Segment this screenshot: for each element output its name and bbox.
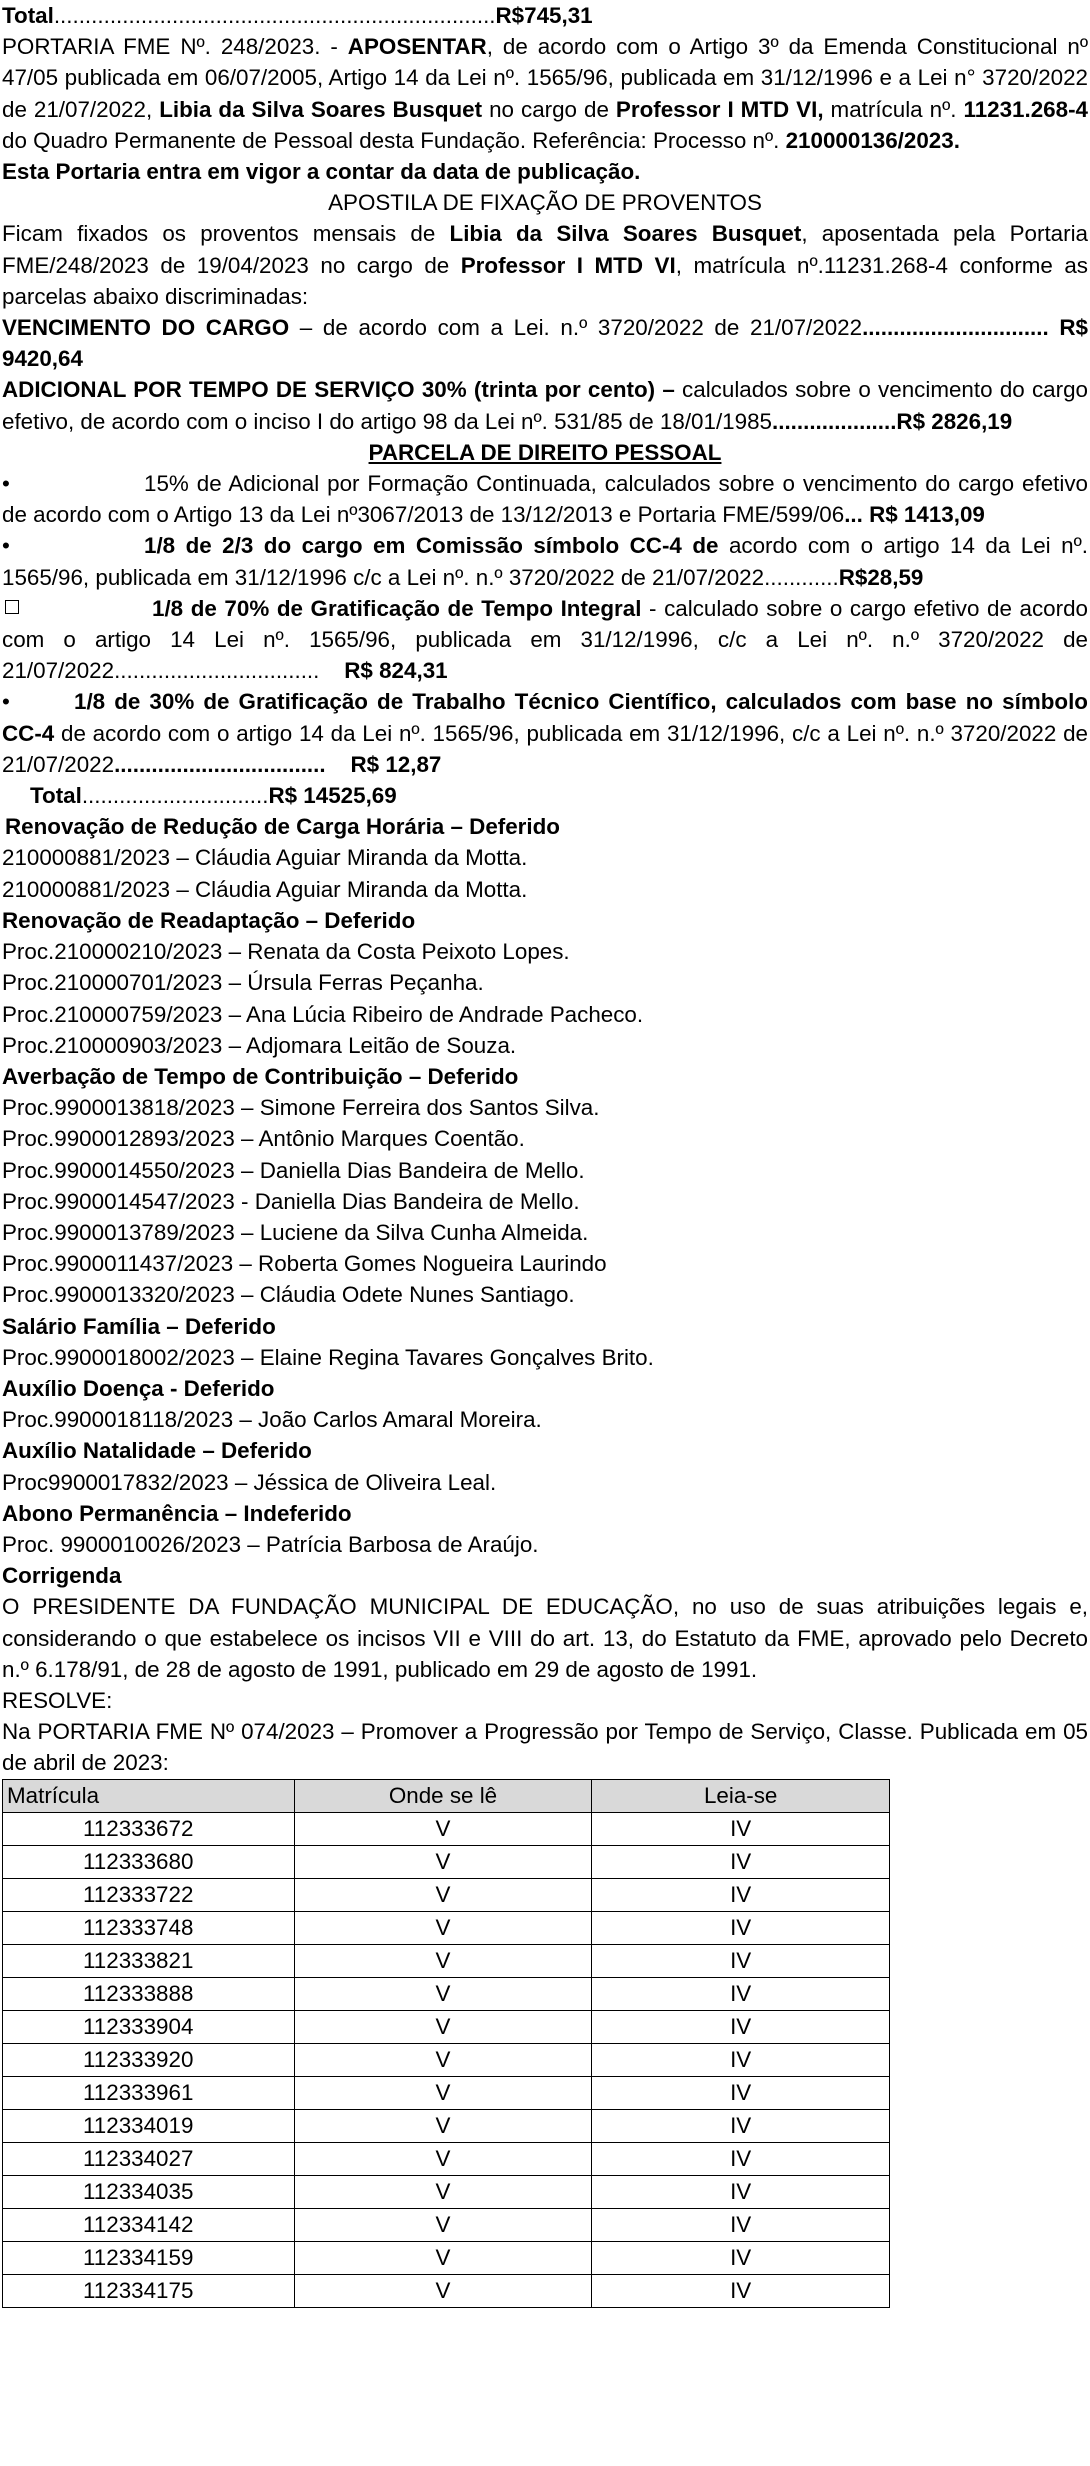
header-onde-se-le: Onde se lê <box>294 1779 592 1812</box>
parcela-item-3-value: R$ 824,31 <box>344 658 448 684</box>
vencimento-value: R$ 9420,64 <box>2 315 1089 372</box>
parcela-item-4 <box>2 686 1088 780</box>
leia-se-cell: IV <box>592 1944 890 1977</box>
top-total-label: Total <box>2 3 54 28</box>
section-line: Proc.210000759/2023 – Ana Lúcia Ribeiro de Andrade Pacheco. <box>2 1001 644 1027</box>
table-row <box>3 2142 890 2175</box>
table-row <box>3 2274 890 2307</box>
section-title: Renovação de Readaptação – Deferido <box>2 907 416 933</box>
table-row <box>3 2109 890 2142</box>
vencimento-text: – de acordo com a Lei. n.º 3720/2022 de 21/07/2022 <box>289 315 863 341</box>
top-total-line <box>2 0 1088 31</box>
parcela-item-4-dots: .................................. <box>114 751 326 777</box>
leia-se-cell: IV <box>592 2274 890 2307</box>
section-line: Proc.9900018002/2023 – Elaine Regina Tavares Gonçalves Brito. <box>2 1344 654 1370</box>
leia-se-cell: IV <box>592 2208 890 2241</box>
vencimento-label: VENCIMENTO DO CARGO <box>2 315 290 341</box>
leia-se-cell: IV <box>592 1878 890 1911</box>
onde-se-le-cell: V <box>294 1878 592 1911</box>
parcela-item-4-value: R$ 12,87 <box>350 751 442 777</box>
section-title: Renovação de Redução de Carga Horária – Deferido <box>5 814 560 840</box>
section-title: Averbação de Tempo de Contribuição – Deferido <box>2 1063 519 1089</box>
corrigenda-intro: Na PORTARIA FME Nº 074/2023 – Promover a Progressão por Tempo de Serviço, Classe. Publicada em 05 de abril de 2023: <box>2 1719 1088 1776</box>
onde-se-le-cell: V <box>294 2274 592 2307</box>
parcela-item-4-bold: 1/8 de 30% de Gratificação de Trabalho Técnico Científico, calculados com base no símbolo CC-4 <box>2 689 1088 746</box>
correction-table <box>2 1779 890 2308</box>
table-row <box>3 2241 890 2274</box>
matricula-cell: 112334175 <box>3 2274 295 2307</box>
apostila-total-label: Total <box>30 783 82 809</box>
table-row <box>3 2010 890 2043</box>
parcela-item-2-value: R$28,59 <box>838 564 924 590</box>
parcela-item-1 <box>2 468 1088 530</box>
vencimento-paragraph <box>2 312 1088 374</box>
matricula-cell: 112334019 <box>3 2109 295 2142</box>
adicional-label: ADICIONAL POR TEMPO DE SERVIÇO 30% (trinta por cento) – <box>2 377 675 403</box>
table-row <box>3 1911 890 1944</box>
parcela-title: PARCELA DE DIREITO PESSOAL <box>368 439 722 465</box>
table-row <box>3 1977 890 2010</box>
onde-se-le-cell: V <box>294 2208 592 2241</box>
onde-se-le-cell: V <box>294 1911 592 1944</box>
onde-se-le-cell: V <box>294 1944 592 1977</box>
parcela-item-2 <box>2 530 1088 592</box>
section-line: Proc.9900012893/2023 – Antônio Marques Coentão. <box>2 1126 525 1152</box>
section-title: Abono Permanência – Indeferido <box>2 1500 352 1526</box>
adicional-paragraph <box>2 374 1088 436</box>
table-body <box>3 1812 890 2307</box>
parcela-item-1-value: ... R$ 1413,09 <box>844 502 985 528</box>
portaria-bold-2: Libia da Silva Soares Busquet <box>159 96 483 122</box>
onde-se-le-cell: V <box>294 1812 592 1845</box>
matricula-cell: 112333961 <box>3 2076 295 2109</box>
portaria-bold-3: Professor I MTD VI, <box>615 96 824 122</box>
portaria-bold-1: APOSENTAR <box>347 34 487 60</box>
matricula-cell: 112334035 <box>3 2175 295 2208</box>
matricula-cell: 112333920 <box>3 2043 295 2076</box>
section-line: Proc. 9900010026/2023 – Patrícia Barbosa de Araújo. <box>2 1531 539 1557</box>
portaria-text-5: do Quadro Permanente de Pessoal desta Fundação. Referência: Processo nº. <box>2 127 786 153</box>
apostila-intro <box>2 218 1088 312</box>
section-line: Proc.9900013818/2023 – Simone Ferreira dos Santos Silva. <box>2 1095 600 1121</box>
header-leia-se: Leia-se <box>592 1779 890 1812</box>
parcela-item-1-text: 15% de Adicional por Formação Continuada, calculados sobre o vencimento do cargo efetivo de acordo com o Artigo 13 da Lei nº3067/2013 de 13/12/2013 e Portaria FME/599/06 <box>2 471 1088 528</box>
sections-container <box>2 811 1088 1560</box>
matricula-cell: 112334142 <box>3 2208 295 2241</box>
portaria-vigor: Esta Portaria entra em vigor a contar da data de publicação. <box>2 159 641 185</box>
onde-se-le-cell: V <box>294 2142 592 2175</box>
matricula-cell: 112334159 <box>3 2241 295 2274</box>
onde-se-le-cell: V <box>294 2043 592 2076</box>
bullet-icon: • <box>2 471 10 497</box>
adicional-text: calculados sobre o vencimento do cargo efetivo, de acordo com o inciso I do artigo 98 da Lei nº. 531/85 de 18/01/1985 <box>2 377 1088 434</box>
apostila-total-value: R$ 14525,69 <box>268 783 397 809</box>
section-line: Proc.210000210/2023 – Renata da Costa Peixoto Lopes. <box>2 939 570 965</box>
checkbox-bullet-icon <box>2 593 152 624</box>
leia-se-cell: IV <box>592 2142 890 2175</box>
leia-se-cell: IV <box>592 1812 890 1845</box>
apostila-total-dots: .............................. <box>81 783 269 809</box>
table-row <box>3 2076 890 2109</box>
parcela-item-2-text: acordo com o artigo 14 da Lei nº. 1565/96, publicada em 31/12/1996 c/c a Lei nº. n.º 3720/2022 de 21/07/2022 <box>2 533 1088 590</box>
corrigenda-title: Corrigenda <box>2 1563 122 1589</box>
section-title: Salário Família – Deferido <box>2 1313 276 1339</box>
onde-se-le-cell: V <box>294 2076 592 2109</box>
table-header-row <box>3 1779 890 1812</box>
section-title: Auxílio Doença - Deferido <box>2 1375 275 1401</box>
section-line: Proc9900017832/2023 – Jéssica de Oliveira Leal. <box>2 1469 497 1495</box>
section-line: Proc.9900013789/2023 – Luciene da Silva Cunha Almeida. <box>2 1219 589 1245</box>
table-row <box>3 2175 890 2208</box>
onde-se-le-cell: V <box>294 1977 592 2010</box>
section-line: 210000881/2023 – Cláudia Aguiar Miranda da Motta. <box>2 845 528 871</box>
top-total-value: R$745,31 <box>495 3 593 28</box>
matricula-cell: 112333748 <box>3 1911 295 1944</box>
onde-se-le-cell: V <box>294 2175 592 2208</box>
corrigenda-resolve: RESOLVE: <box>2 1687 113 1713</box>
portaria-bold-4: 11231.268-4 <box>963 96 1088 122</box>
section-title: Auxílio Natalidade – Deferido <box>2 1438 312 1464</box>
leia-se-cell: IV <box>592 2241 890 2274</box>
parcela-item-2-dots: ............ <box>764 564 839 590</box>
section-line: Proc.9900018118/2023 – João Carlos Amaral Moreira. <box>2 1407 542 1433</box>
parcela-item-3-dots: ................................. <box>114 658 320 684</box>
onde-se-le-cell: V <box>294 2241 592 2274</box>
matricula-cell: 112333821 <box>3 1944 295 1977</box>
bullet-icon: • <box>2 689 10 715</box>
adicional-dots: .................... <box>772 408 897 434</box>
onde-se-le-cell: V <box>294 2010 592 2043</box>
leia-se-cell: IV <box>592 2010 890 2043</box>
matricula-cell: 112333722 <box>3 1878 295 1911</box>
apostila-bold-1: Libia da Silva Soares Busquet <box>449 221 802 247</box>
matricula-cell: 112333888 <box>3 1977 295 2010</box>
table-row <box>3 1845 890 1878</box>
vencimento-dots: .............................. <box>862 315 1049 341</box>
portaria-text-1: PORTARIA FME Nº. 248/2023. - <box>2 34 348 60</box>
leia-se-cell: IV <box>592 2076 890 2109</box>
parcela-item-4-text: de acordo com o artigo 14 da Lei nº. 1565/96, publicada em 31/12/1996, c/c a Lei nº. n.º 3720/2022 de 21/07/2022 <box>2 720 1088 777</box>
matricula-cell: 112334027 <box>3 2142 295 2175</box>
matricula-cell: 112333680 <box>3 1845 295 1878</box>
parcela-item-2-bold: 1/8 de 2/3 do cargo em Comissão símbolo CC-4 de <box>144 533 719 559</box>
section-line: Proc.9900013320/2023 – Cláudia Odete Nunes Santiago. <box>2 1282 575 1308</box>
matricula-cell: 112333904 <box>3 2010 295 2043</box>
parcela-item-3-text: - calculado sobre o cargo efetivo de acordo com o artigo 14 Lei nº. 1565/96, publicada em 31/12/1996, c/c a Lei nº. n.º 3720/2022 de 21/07/2022 <box>2 595 1088 684</box>
apostila-total-line <box>2 780 1088 811</box>
table-row <box>3 1812 890 1845</box>
portaria-text-3: no cargo de <box>482 96 616 122</box>
adicional-value: R$ 2826,19 <box>896 408 1013 434</box>
parcela-item-3-bold: 1/8 de 70% de Gratificação de Tempo Integral <box>152 595 642 621</box>
apostila-bold-2: Professor I MTD VI <box>460 252 676 278</box>
apostila-text-2: , aposentada pela Portaria FME/248/2023 de 19/04/2023 no cargo de <box>2 221 1088 278</box>
leia-se-cell: IV <box>592 2109 890 2142</box>
section-line: 210000881/2023 – Cláudia Aguiar Miranda da Motta. <box>2 876 528 902</box>
leia-se-cell: IV <box>592 1845 890 1878</box>
bullet-icon: • <box>2 533 10 559</box>
leia-se-cell: IV <box>592 2043 890 2076</box>
apostila-text-1: Ficam fixados os proventos mensais de <box>2 221 450 247</box>
parcela-item-3 <box>2 593 1088 687</box>
section-line: Proc.9900014550/2023 – Daniella Dias Bandeira de Mello. <box>2 1157 585 1183</box>
corrigenda-body: O PRESIDENTE DA FUNDAÇÃO MUNICIPAL DE EDUCAÇÃO, no uso de suas atribuições legais e, considerando o que estabelece os incisos VII e VIII do art. 13, do Estatuto da FME, aprovado pelo Decreto n.º 6.178/91, de 28 de agosto de 1991, publicado em 29 de agosto de 1991. <box>2 1594 1088 1682</box>
onde-se-le-cell: V <box>294 2109 592 2142</box>
header-matricula: Matrícula <box>3 1779 295 1812</box>
leia-se-cell: IV <box>592 1977 890 2010</box>
matricula-cell: 112333672 <box>3 1812 295 1845</box>
portaria-bold-5: 210000136/2023. <box>785 127 960 153</box>
apostila-text-3: , matrícula nº.11231.268-4 conforme as parcelas abaixo discriminadas: <box>2 252 1088 309</box>
table-row <box>3 2043 890 2076</box>
onde-se-le-cell: V <box>294 1845 592 1878</box>
section-line: Proc.9900014547/2023 - Daniella Dias Bandeira de Mello. <box>2 1188 580 1214</box>
portaria-text-4: matrícula nº. <box>823 96 964 122</box>
portaria-text-2: , de acordo com o Artigo 3º da Emenda Constitucional nº 47/05 publicada em 06/07/2005, Artigo 14 da Lei nº. 1565/96, publicada em 31/12/1996 e a Lei n° 3720/2022 de 21/07/2022, <box>2 34 1088 122</box>
table-row <box>3 1944 890 1977</box>
top-total-dots: ....................................................................... <box>53 3 496 28</box>
section-line: Proc.210000701/2023 – Úrsula Ferras Peçanha. <box>2 970 484 996</box>
table-row <box>3 1878 890 1911</box>
portaria-paragraph <box>2 31 1088 156</box>
section-line: Proc.9900011437/2023 – Roberta Gomes Nogueira Laurindo <box>2 1251 607 1277</box>
apostila-title: APOSTILA DE FIXAÇÃO DE PROVENTOS <box>328 190 762 216</box>
leia-se-cell: IV <box>592 2175 890 2208</box>
leia-se-cell: IV <box>592 1911 890 1944</box>
table-row <box>3 2208 890 2241</box>
section-line: Proc.210000903/2023 – Adjomara Leitão de Souza. <box>2 1032 517 1058</box>
